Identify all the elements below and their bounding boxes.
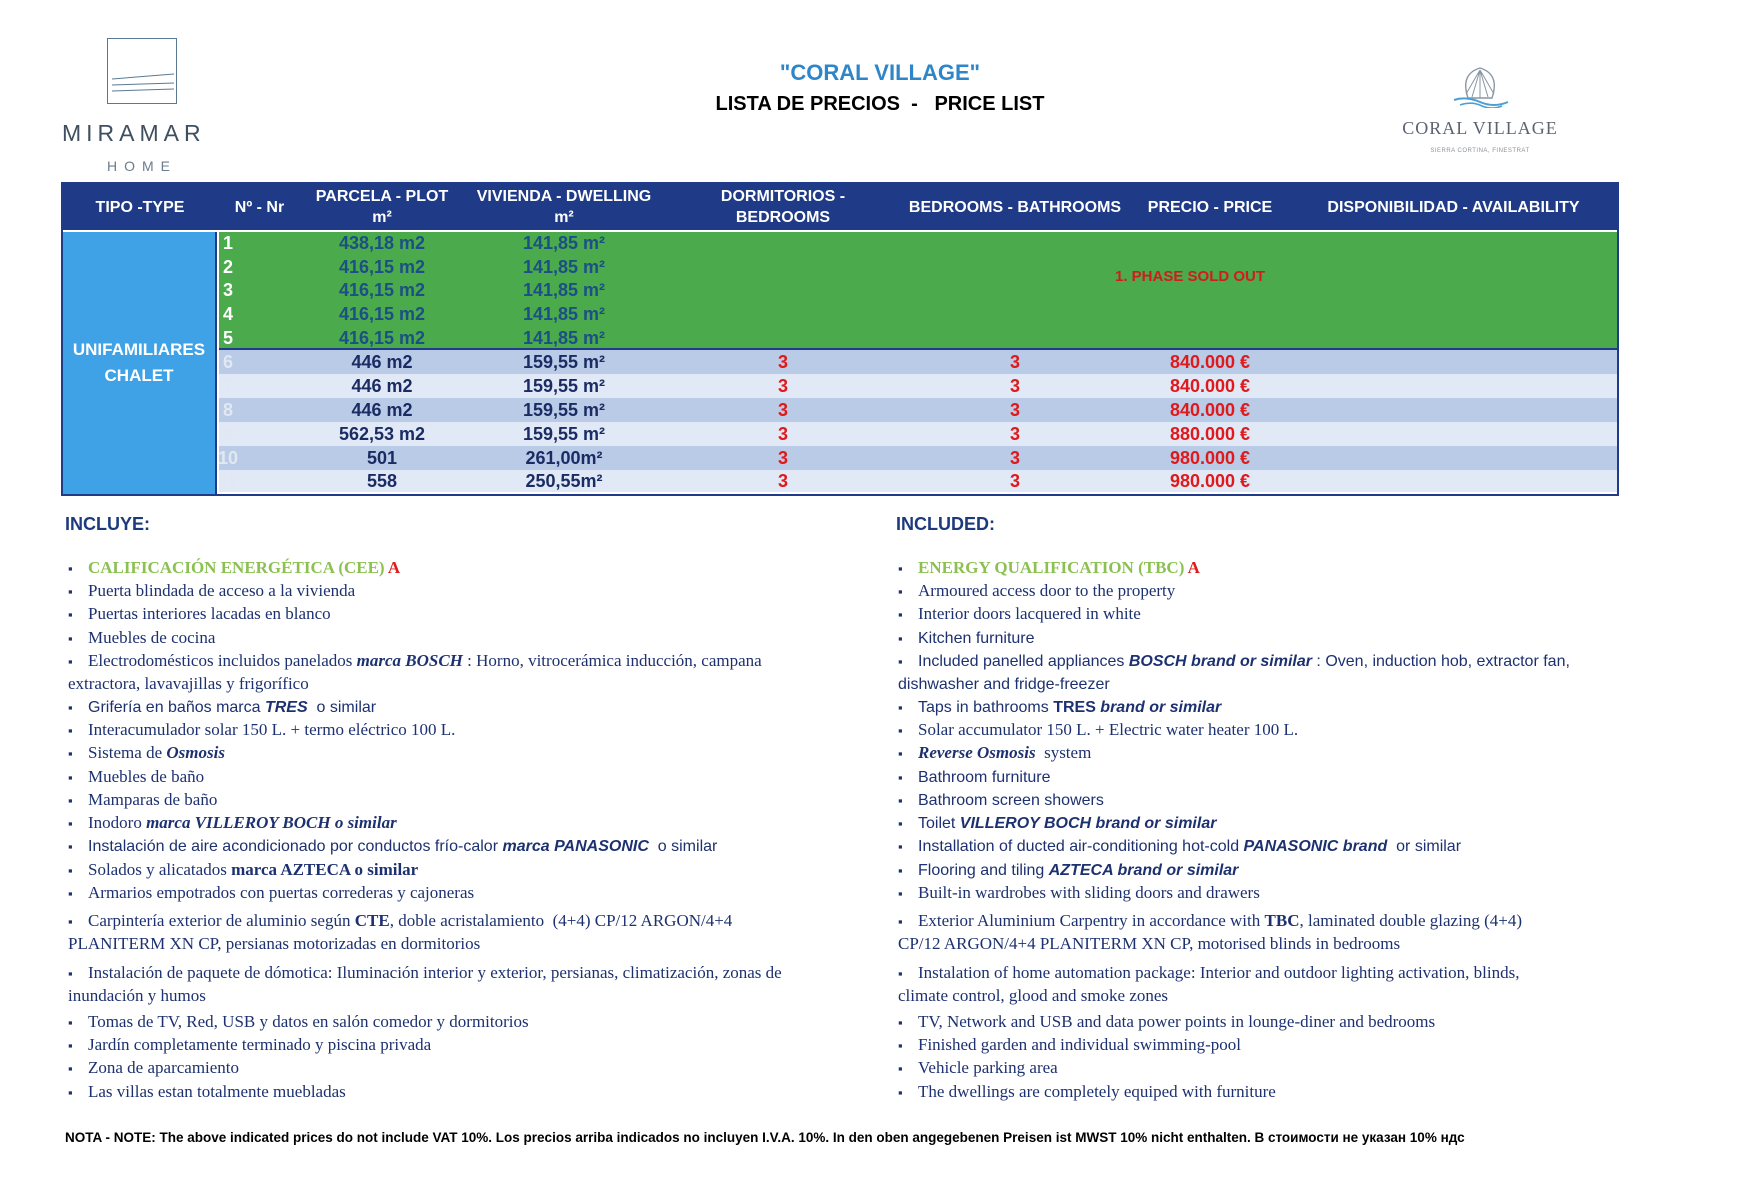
list-item-text: Osmosis: [166, 743, 225, 762]
list-item: [898, 811, 1216, 836]
bullet-icon: ▪: [68, 863, 73, 879]
list-item: [68, 1056, 239, 1081]
column-header-text: DISPONIBILIDAD - AVAILABILITY: [1327, 198, 1580, 216]
list-item-text: Interior doors lacquered in white: [918, 604, 1141, 623]
cell-bathrooms: 3: [1009, 375, 1020, 396]
list-item-text: BOSCH brand or similar: [1128, 653, 1312, 670]
table-row: [219, 232, 1617, 256]
list-item-text: Exterior Aluminium Carpentry in accordance with: [918, 911, 1265, 930]
list-item-text: Reverse Osmosis: [918, 743, 1036, 762]
list-item: [68, 1080, 346, 1105]
list-item: [898, 1056, 1058, 1081]
cell-nr: 6: [222, 351, 233, 372]
list-item-continuation: [898, 672, 1110, 697]
cell-nr: 7: [222, 375, 233, 396]
list-item: [898, 718, 1298, 743]
list-item: [68, 556, 400, 581]
list-item-text: Mamparas de baño: [88, 790, 218, 809]
cell-plot: 446 m2: [351, 375, 413, 396]
cell-bathrooms: 3: [1009, 423, 1020, 444]
cell-dwelling: 261,00m²: [525, 447, 603, 468]
cell-price: 980.000 €: [1169, 470, 1251, 491]
includes-en-heading: INCLUDED:: [896, 514, 995, 534]
cell-price: 840.000 €: [1169, 399, 1251, 420]
cell-plot: 446 m2: [351, 399, 413, 420]
cell-dwelling: 141,85 m²: [522, 304, 606, 325]
cell-dwelling: 159,55 m²: [522, 375, 606, 396]
list-item: [898, 909, 1522, 934]
bullet-icon: ▪: [898, 654, 903, 670]
bullet-icon: ▪: [898, 584, 903, 600]
list-item-text: TBC: [1264, 911, 1300, 930]
list-item-text: extractora, lavavajillas y frigorífico: [68, 674, 309, 693]
list-item-text: Solar accumulator 150 L. + Electric water heater 100 L.: [918, 720, 1299, 739]
list-item-text: , laminated double glazing (4+4): [1299, 911, 1522, 930]
list-item: [898, 602, 1141, 627]
cell-plot: 416,15 m2: [338, 304, 426, 325]
bullet-icon: ▪: [898, 1085, 903, 1101]
list-item: [898, 1080, 1276, 1105]
bullet-icon: ▪: [898, 561, 903, 577]
bullet-icon: ▪: [898, 793, 903, 809]
list-item: [68, 909, 732, 934]
bullet-icon: ▪: [898, 839, 903, 855]
cell-price: 840.000 €: [1169, 351, 1251, 372]
vat-note: NOTA - NOTE: The above indicated prices do not include VAT 10%. Los precios arriba indicados no incluyen I.V.A. 10%. In den oben angegebenen Preisen ist MWST 10% nicht enthalten. В стоимости не указан 10% ндс: [65, 1130, 1465, 1145]
list-item-text: , doble acristalamiento (4+4) CP/12 ARGON/4+4: [389, 911, 733, 930]
bullet-icon: ▪: [68, 723, 73, 739]
table-row: [219, 303, 1617, 327]
table-row: [219, 279, 1617, 303]
list-item-text: TV, Network and USB and data power points in lounge-diner and bedrooms: [918, 1012, 1436, 1031]
list-item: [68, 741, 225, 766]
sold-out-label: 1. PHASE SOLD OUT: [1115, 269, 1266, 285]
list-item-text: Bathroom furniture: [918, 769, 1051, 786]
bullet-icon: ▪: [898, 746, 903, 762]
list-item-text: Puertas interiores lacadas en blanco: [88, 604, 331, 623]
cell-availability: [1290, 374, 1617, 398]
bullet-icon: ▪: [898, 1015, 903, 1031]
column-header-text: DORMITORIOS -: [720, 188, 846, 205]
list-item: [68, 626, 215, 651]
table-row: [219, 256, 1617, 280]
list-item-text: Puerta blindada de acceso a la vivienda: [88, 581, 356, 600]
list-item-text: Zona de aparcamiento: [88, 1058, 240, 1077]
list-item: [898, 765, 1051, 790]
list-item: [68, 602, 331, 627]
column-header-text: VIVIENDA - DWELLING: [476, 188, 652, 205]
column-header-text: Nº - Nr: [234, 198, 285, 216]
list-item-text: A: [387, 558, 401, 577]
list-item-text: marca VILLEROY BOCH o similar: [146, 813, 397, 832]
list-item-text: Tomas de TV, Red, USB y datos en salón comedor y dormitorios: [88, 1012, 529, 1031]
column-header-text: PARCELA - PLOT: [315, 188, 449, 205]
bullet-icon: ▪: [898, 770, 903, 786]
list-item-text: PLANITERM XN CP, persianas motorizadas en dormitorios: [68, 934, 481, 953]
cell-nr: 1: [222, 233, 233, 254]
list-item: [898, 649, 1570, 674]
table-row: [219, 398, 1617, 422]
bullet-icon: ▪: [68, 1061, 73, 1077]
list-item-text: Instalation of home automation package: Interior and outdoor lighting activation, blinds,: [918, 963, 1520, 982]
bullet-icon: ▪: [68, 746, 73, 762]
list-item-text: marca AZTECA o similar: [231, 860, 419, 879]
list-item: [68, 695, 376, 720]
column-header: [217, 184, 302, 230]
list-item-text: or similar: [1387, 838, 1462, 855]
list-item-text: Armoured access door to the property: [918, 581, 1176, 600]
miramar-logo-name: MIRAMAR: [62, 120, 206, 146]
list-item-text: Built-in wardrobes with sliding doors and drawers: [918, 883, 1260, 902]
cell-plot: 416,15 m2: [338, 327, 426, 348]
column-header: [900, 184, 1130, 230]
column-header-text: m²: [372, 209, 392, 226]
list-item: [898, 881, 1260, 906]
bullet-icon: ▪: [68, 1085, 73, 1101]
list-item-text: Sistema de: [88, 743, 167, 762]
column-header: [462, 184, 666, 230]
list-item-text: Grifería en baños marca: [88, 699, 265, 716]
bullet-icon: ▪: [68, 700, 73, 716]
list-item-text: AZTECA brand or similar: [1048, 862, 1239, 879]
list-item-text: Las villas estan totalmente muebladas: [88, 1082, 346, 1101]
cell-bedrooms: 3: [777, 351, 788, 372]
bullet-icon: ▪: [898, 863, 903, 879]
cell-nr: 9: [222, 423, 233, 444]
table-row: [219, 374, 1617, 398]
list-item: [898, 788, 1104, 813]
list-item-text: system: [1035, 743, 1092, 762]
bullet-icon: ▪: [68, 886, 73, 902]
type-label-line1: UNIFAMILIARES: [72, 340, 206, 359]
cell-bathrooms: 3: [1009, 399, 1020, 420]
table-header: [63, 184, 1617, 230]
cell-bathrooms: 3: [1009, 447, 1020, 468]
list-item-text: VILLEROY BOCH brand or similar: [959, 815, 1217, 832]
cell-plot: 416,15 m2: [338, 280, 426, 301]
list-item: [68, 649, 762, 674]
column-header: [302, 184, 462, 230]
bullet-icon: ▪: [68, 1038, 73, 1054]
list-item-text: Included panelled appliances: [918, 653, 1129, 670]
list-item-text: CTE: [354, 911, 390, 930]
list-item-text: brand or similar: [1095, 699, 1222, 716]
table-row: [219, 470, 1617, 492]
cell-price: 840.000 €: [1169, 375, 1251, 396]
list-item-text: Taps in bathrooms: [918, 699, 1054, 716]
bullet-icon: ▪: [898, 700, 903, 716]
cell-plot: 501: [366, 447, 398, 468]
list-item: [68, 881, 474, 906]
list-item-text: Armarios empotrados con puertas correderas y cajoneras: [88, 883, 475, 902]
bullet-icon: ▪: [68, 1015, 73, 1031]
cell-nr: 2: [222, 256, 233, 277]
column-header-text: BEDROOMS: [735, 209, 831, 226]
cell-bedrooms: 3: [777, 423, 788, 444]
bullet-icon: ▪: [898, 1038, 903, 1054]
cell-dwelling: 141,85 m²: [522, 256, 606, 277]
cell-dwelling: 250,55m²: [525, 470, 603, 491]
list-item-text: dishwasher and fridge-freezer: [898, 676, 1110, 693]
list-item: [68, 811, 397, 836]
column-header: [1290, 184, 1617, 230]
type-label-line2: CHALET: [104, 366, 174, 385]
cell-bathrooms: 3: [1009, 470, 1020, 491]
cell-dwelling: 141,85 m²: [522, 280, 606, 301]
list-item-text: A: [1187, 558, 1200, 577]
list-item: [898, 556, 1200, 581]
cell-dwelling: 159,55 m²: [522, 399, 606, 420]
table-row: [219, 350, 1617, 374]
list-item-text: : Horno, vitrocerámica inducción, campana: [462, 651, 762, 670]
coral-logo-sub: SIERRA CORTINA, FINESTRAT: [1430, 148, 1530, 154]
miramar-logo-sub: HOME: [107, 158, 177, 174]
table-row: [219, 326, 1617, 350]
list-item: [68, 1033, 431, 1058]
list-item: [68, 858, 418, 883]
cell-nr: 8: [222, 399, 233, 420]
list-item-continuation: [68, 672, 309, 696]
bullet-icon: ▪: [68, 654, 73, 670]
list-item: [68, 834, 717, 859]
bullet-icon: ▪: [68, 966, 73, 982]
list-item-text: o similar: [648, 838, 718, 855]
list-item-text: climate control, glood and smoke zones: [898, 986, 1169, 1005]
bullet-icon: ▪: [68, 607, 73, 623]
column-header-text: PRECIO - PRICE: [1147, 198, 1273, 216]
coral-logo-name: CORAL VILLAGE: [1402, 118, 1558, 138]
list-item-text: CALIFICACIÓN ENERGÉTICA (CEE): [88, 558, 388, 577]
table-row: [219, 446, 1617, 470]
bullet-icon: ▪: [898, 631, 903, 647]
list-item: [898, 834, 1461, 859]
column-header-text: TIPO -TYPE: [95, 198, 185, 216]
list-item-text: CP/12 ARGON/4+4 PLANITERM XN CP, motorised blinds in bedrooms: [898, 934, 1401, 953]
column-header-text: m²: [554, 209, 574, 226]
cell-dwelling: 141,85 m²: [522, 327, 606, 348]
cell-nr: 3: [222, 280, 233, 301]
list-item-text: Interacumulador solar 150 L. + termo eléctrico 100 L.: [88, 720, 456, 739]
list-item-text: inundación y humos: [68, 986, 206, 1005]
list-item-text: Electrodomésticos incluidos panelados: [88, 651, 357, 670]
page-title: "CORAL VILLAGE": [779, 60, 981, 85]
list-item: [68, 788, 217, 813]
list-item-text: o similar: [307, 699, 377, 716]
list-item-text: Installation of ducted air-conditioning hot-cold: [918, 838, 1244, 855]
cell-availability: [1290, 422, 1617, 446]
column-header: [63, 184, 217, 230]
list-item: [68, 579, 355, 604]
cell-availability: [1290, 470, 1617, 492]
list-item-text: marca PANASONIC: [502, 838, 649, 855]
list-item-text: PANASONIC brand: [1243, 838, 1388, 855]
bullet-icon: ▪: [68, 839, 73, 855]
cell-bedrooms: 3: [777, 470, 788, 491]
cell-availability: [1290, 350, 1617, 374]
list-item-text: Muebles de cocina: [88, 628, 216, 647]
list-item-text: marca BOSCH: [356, 651, 463, 670]
cell-bedrooms: 3: [777, 447, 788, 468]
list-item: [898, 579, 1175, 604]
type-cell: [63, 232, 217, 494]
cell-nr: 5: [222, 327, 233, 348]
list-item-text: Kitchen furniture: [918, 630, 1035, 647]
list-item-text: The dwellings are completely equiped with furniture: [918, 1082, 1276, 1101]
cell-availability: [1290, 446, 1617, 470]
list-item-continuation: [68, 984, 206, 1008]
list-item-continuation: [898, 932, 1400, 956]
column-header: [666, 184, 900, 230]
bullet-icon: ▪: [898, 966, 903, 982]
cell-nr: 10: [217, 447, 239, 468]
list-item-text: : Oven, induction hob, extractor fan,: [1311, 653, 1570, 670]
cell-dwelling: 159,55 m²: [522, 351, 606, 372]
cell-nr: 4: [222, 304, 233, 325]
list-item-text: Instalación de paquete de dómotica: Iluminación interior y exterior, persianas, climatización, zonas de: [88, 963, 782, 982]
column-header: [1130, 184, 1290, 230]
list-item-text: Vehicle parking area: [918, 1058, 1058, 1077]
list-item-text: Flooring and tiling: [918, 862, 1049, 879]
list-item-continuation: [898, 984, 1168, 1008]
list-item: [898, 626, 1035, 651]
list-item: [898, 1033, 1241, 1058]
list-item-text: ENERGY QUALIFICATION (TBC): [918, 558, 1188, 577]
list-item-text: Inodoro: [88, 813, 147, 832]
bullet-icon: ▪: [68, 584, 73, 600]
cell-bedrooms: 3: [777, 375, 788, 396]
bullet-icon: ▪: [68, 816, 73, 832]
bullet-icon: ▪: [898, 607, 903, 623]
cell-price: 880.000 €: [1169, 423, 1251, 444]
list-item-text: TRES: [1053, 699, 1096, 716]
bullet-icon: ▪: [68, 631, 73, 647]
cell-price: 980.000 €: [1169, 447, 1251, 468]
list-item: [898, 695, 1221, 720]
list-item-text: Muebles de baño: [88, 767, 205, 786]
list-item: [898, 1010, 1435, 1035]
list-item-text: Toilet: [918, 815, 960, 832]
cell-nr: 11: [218, 470, 238, 491]
list-item-text: Instalación de aire acondicionado por conductos frío-calor: [88, 838, 503, 855]
list-item-text: Carpintería exterior de aluminio según: [88, 911, 355, 930]
cell-plot: 416,15 m2: [338, 256, 426, 277]
list-item: [898, 858, 1238, 883]
cell-dwelling: 141,85 m²: [522, 233, 606, 254]
list-item-continuation: [68, 932, 480, 956]
cell-plot: 562,53 m2: [338, 423, 426, 444]
column-header-text: BEDROOMS - BATHROOMS: [908, 198, 1122, 216]
list-item: [68, 961, 782, 986]
bullet-icon: ▪: [68, 561, 73, 577]
cell-bedrooms: 3: [777, 399, 788, 420]
includes-es-heading: INCLUYE:: [65, 514, 150, 534]
list-item-text: Solados y alicatados: [88, 860, 232, 879]
bullet-icon: ▪: [898, 886, 903, 902]
cell-plot: 558: [366, 470, 398, 491]
bullet-icon: ▪: [68, 793, 73, 809]
table-row: [219, 422, 1617, 446]
bullet-icon: ▪: [68, 770, 73, 786]
page-subtitle: LISTA DE PRECIOS - PRICE LIST: [715, 93, 1045, 115]
cell-availability: [1290, 398, 1617, 422]
bullet-icon: ▪: [898, 723, 903, 739]
list-item-text: Jardín completamente terminado y piscina privada: [88, 1035, 432, 1054]
bullet-icon: ▪: [898, 1061, 903, 1077]
cell-dwelling: 159,55 m²: [522, 423, 606, 444]
list-item: [68, 718, 455, 743]
list-item: [68, 765, 204, 790]
list-item: [898, 741, 1091, 766]
list-item: [68, 1010, 529, 1035]
cell-bathrooms: 3: [1009, 351, 1020, 372]
bullet-icon: ▪: [898, 816, 903, 832]
list-item: [898, 961, 1519, 986]
list-item-text: TRES: [264, 699, 308, 716]
cell-plot: 446 m2: [351, 351, 413, 372]
list-item-text: Finished garden and individual swimming-pool: [918, 1035, 1241, 1054]
bullet-icon: ▪: [898, 914, 903, 930]
list-item-text: Bathroom screen showers: [918, 792, 1104, 809]
cell-plot: 438,18 m2: [338, 233, 426, 254]
bullet-icon: ▪: [68, 914, 73, 930]
